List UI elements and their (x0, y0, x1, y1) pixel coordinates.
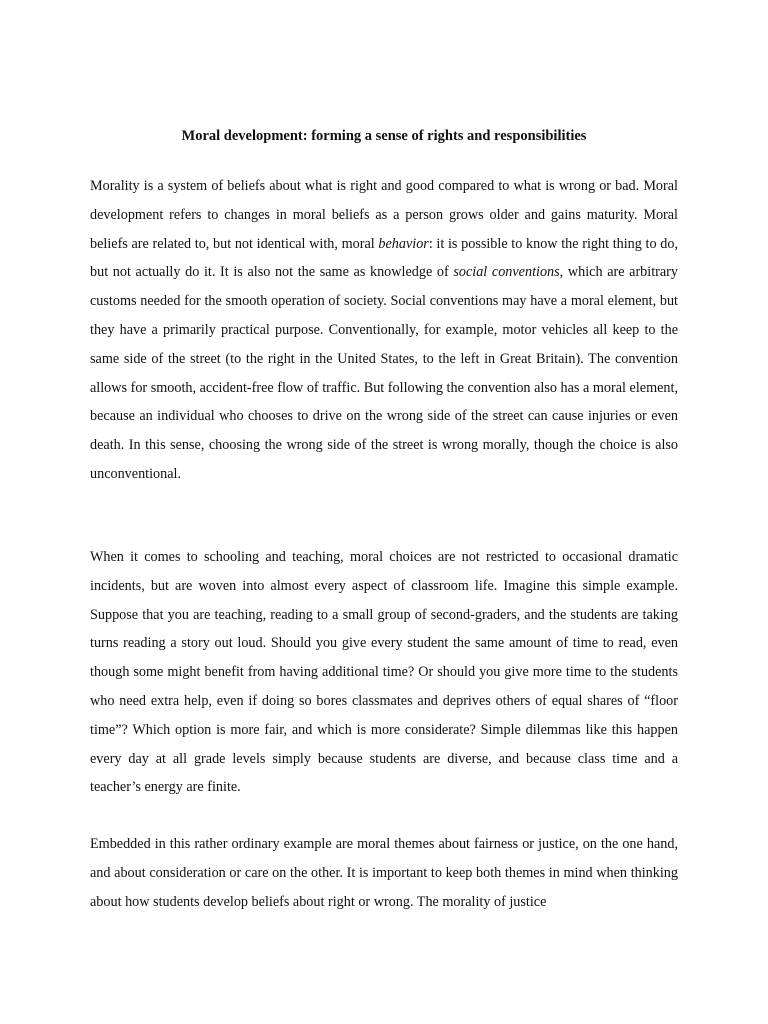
paragraph-classroom-example: When it comes to schooling and teaching, moral choices are not restricted to occasional dramatic incidents, but are woven into almost every aspect of classroom life. Imagine this simple example. Suppose that you are teaching, reading to a small group of second-graders, and the students are taking turns reading a story out loud. Should you give every student the same amount of time to read, even though some might benefit from having additional time? Or should you give more time to the students who need extra help, even if doing so bores classmates and deprives others of equal shares of “floor time”? Which option is more fair, and which is more considerate? Simple dilemmas like this happen every day at all grade levels simply because students are diverse, and because class time and a teacher’s energy are finite. (90, 549, 678, 796)
emphasis-social-conventions: social conventions (453, 264, 560, 281)
paragraph-morality-definition (90, 172, 678, 489)
document-title: Moral development: forming a sense of rights and responsibilities (181, 128, 587, 144)
paragraph-1-text-b: : it is possible to know the right thing to do, but not actually do it. It is also not the same as knowledge of (90, 235, 678, 281)
paragraph-1-text-c: , which are arbitrary customs needed for the smooth operation of society. Social conventions may have a moral element, but they have a primarily practical purpose. Conventionally, for example, motor vehicles all keep to the same side of the street (to the right in the United States, to the left in Great Britain). The convention allows for smooth, accident-free flow of traffic. But following the convention also has a moral element, because an individual who chooses to drive on the wrong side of the street can cause injuries or even death. In this sense, choosing the wrong side of the street is wrong morally, though the choice is also unconventional. (90, 264, 678, 482)
paragraph-moral-themes: Embedded in this rather ordinary example are moral themes about fairness or justice, on the one hand, and about consideration or care on the other. It is important to keep both themes in mind when thinking about how students develop beliefs about right or wrong. The morality of justice (90, 836, 678, 910)
emphasis-behavior: behavior (378, 235, 429, 252)
paragraph-1-text-a: Morality is a system of beliefs about what is right and good compared to what is wrong or bad. Moral development refers to changes in moral beliefs as a person grows older and gains maturity. Moral beliefs are related to, but not identical with, moral (90, 178, 678, 252)
